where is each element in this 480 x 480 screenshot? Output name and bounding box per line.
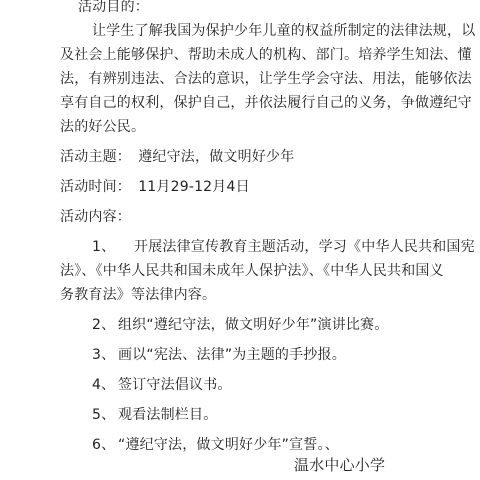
item-3-text: 画以“宪法、法律”为主题的手抄报。 (118, 347, 346, 363)
item-4-text: 签订守法倡议书。 (118, 377, 232, 393)
item-1-line-3: 务教育法》等法律内容。 (60, 287, 217, 303)
item-5-text: 观看法制栏目。 (118, 407, 218, 423)
content-heading: 活动内容： (60, 209, 131, 225)
purpose-line-2: 及社会上能够保护、帮助未成人的机构、部门。培养学生知法、懂 (60, 47, 472, 63)
activity-time: 活动时间： 11月29-12月4日 (60, 179, 250, 195)
purpose-line-5: 法的好公民。 (60, 119, 146, 135)
item-1-line-2: 法》、《中华人民共和国未成年人保护法》、《中华人民共和国义 (60, 263, 444, 279)
item-5-number: 5、 (92, 407, 116, 423)
purpose-line-1: 让学生了解我国为保护少年儿童的权益所制定的法律法规，以 (92, 23, 476, 39)
purpose-line-3: 法，有辨别违法、合法的意识，让学生学会守法、用法，能够依法 (60, 71, 472, 87)
item-2-number: 2、 (92, 317, 116, 333)
item-1-line-1: 开展法律宣传教育主题活动，学习《中华人民共和国宪 (134, 239, 475, 255)
item-2-text: 组织“遵纪守法，做文明好少年”演讲比赛。 (118, 317, 389, 333)
item-1-number: 1、 (92, 239, 116, 255)
purpose-heading: 活动目的： (78, 0, 149, 15)
purpose-line-4: 享有自己的权利，保护自己，并依法履行自己的义务，争做遵纪守 (60, 95, 472, 111)
item-6-text: “遵纪守法，做文明好少年”宣誓。、 (118, 437, 339, 453)
item-6-number: 6、 (92, 437, 116, 453)
item-3-number: 3、 (92, 347, 116, 363)
signature-school: 温水中心小学 (294, 456, 386, 474)
activity-theme: 活动主题： 遵纪守法，做文明好少年 (60, 149, 295, 165)
item-4-number: 4、 (92, 377, 116, 393)
